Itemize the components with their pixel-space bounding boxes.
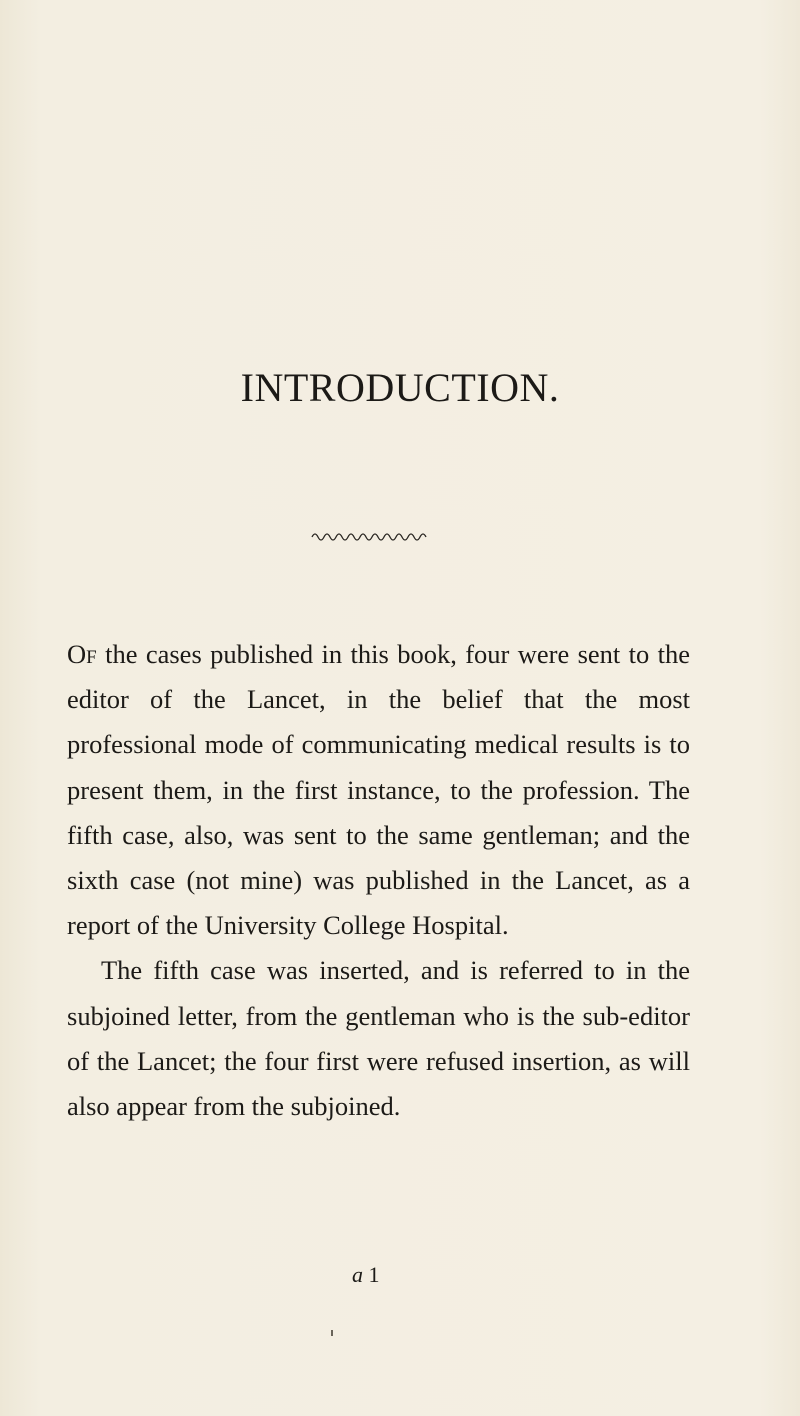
body-text — [67, 632, 690, 1129]
paragraph-lead-word: Of — [67, 639, 97, 669]
signature-mark — [352, 1264, 380, 1286]
signature-letter: a — [352, 1262, 363, 1287]
page-title: INTRODUCTION. — [240, 365, 560, 410]
signature-number: 1 — [368, 1262, 380, 1287]
paragraph-first — [67, 632, 690, 948]
wavy-rule-ornament-icon — [310, 528, 430, 544]
paragraph-first-text: the cases published in this book, four were sent to the editor of the Lancet, in the belief that the most professional mode of communicating medical results is to present them, in the first instance, to the profession. The fifth case, also, was sent to the same gentleman; and the sixth case (not mine) was published in the Lancet, as a report of the University College Hospital. — [67, 639, 690, 941]
paper-speck — [331, 1330, 333, 1336]
paragraph-second: The fifth case was inserted, and is referred to in the subjoined letter, from the gentleman who is the sub-editor of the Lancet; the four first were refused insertion, as will also appear from the subjoined. — [67, 955, 690, 1122]
